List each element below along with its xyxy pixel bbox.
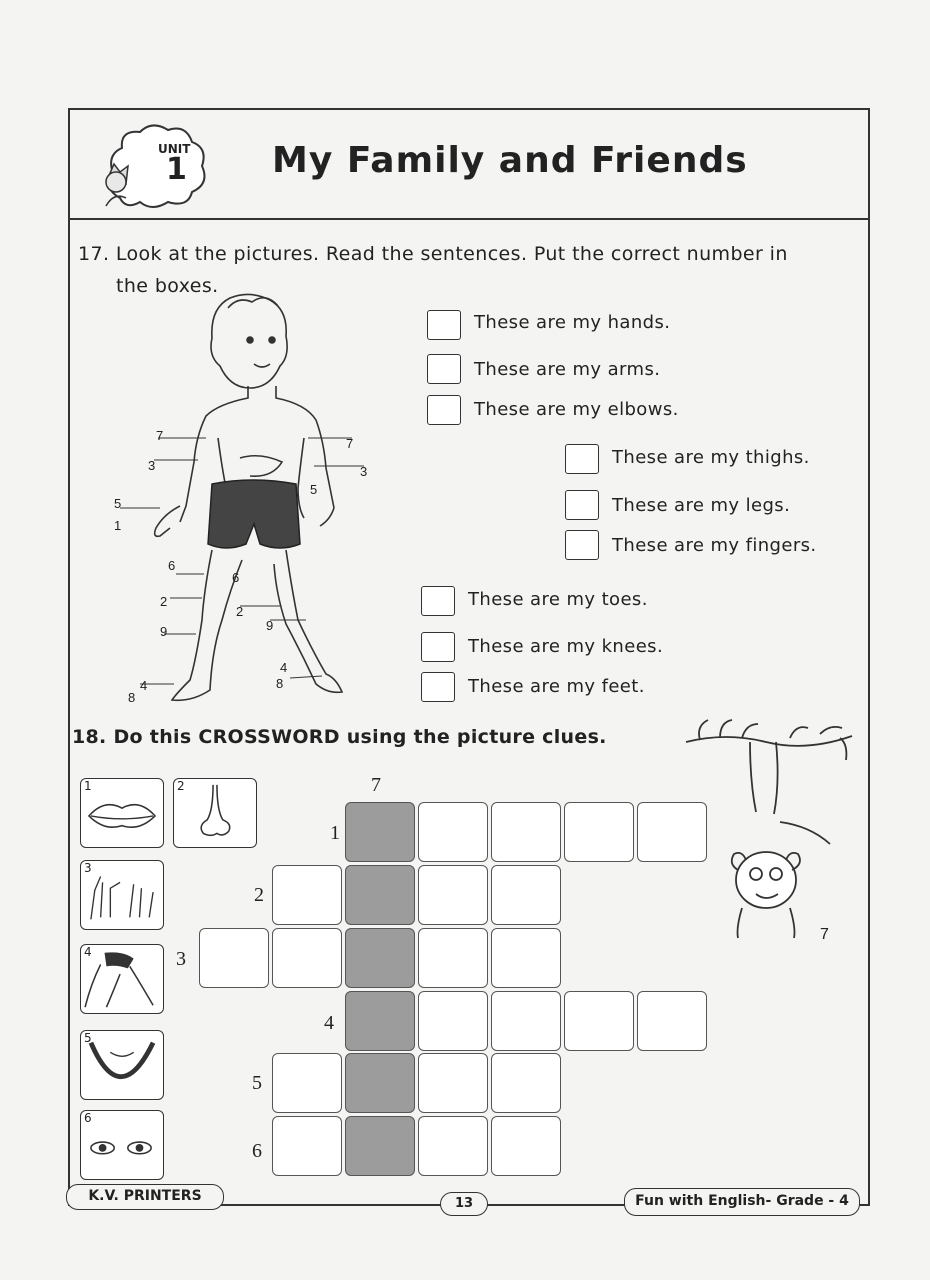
crossword-number-6: 6 <box>252 1140 262 1162</box>
crossword-cell[interactable] <box>345 928 415 988</box>
crossword-cell[interactable] <box>199 928 269 988</box>
crossword-cell[interactable] <box>345 1053 415 1113</box>
body-label: 9 <box>266 618 274 633</box>
crossword-cell[interactable] <box>345 802 415 862</box>
question-18-crossword: CROSSWORD <box>198 726 340 748</box>
crossword-cell[interactable] <box>418 865 488 925</box>
monkey-number: 7 <box>820 926 829 943</box>
question-18-prefix: 18. Do this <box>72 726 199 748</box>
footer-book-title: Fun with English- Grade - 4 <box>624 1188 860 1216</box>
clue-number: 4 <box>84 945 92 959</box>
sentence-fingers: These are my fingers. <box>612 535 817 556</box>
answer-box-thighs[interactable] <box>565 444 599 474</box>
boy-body-parts-illustration <box>90 288 390 708</box>
body-label: 7 <box>156 428 164 443</box>
crossword-cell[interactable] <box>491 991 561 1051</box>
body-label: 5 <box>114 496 122 511</box>
lips-icon <box>81 779 163 847</box>
clue-number: 1 <box>84 779 92 793</box>
question-17-line2: the boxes. <box>116 275 219 297</box>
answer-box-elbows[interactable] <box>427 395 461 425</box>
question-18-suffix: using the picture clues. <box>339 726 607 748</box>
page-title: My Family and Friends <box>272 140 748 181</box>
crossword-number-3: 3 <box>176 948 186 970</box>
answer-box-legs[interactable] <box>565 490 599 520</box>
sentence-arms: These are my arms. <box>474 359 661 380</box>
question-17-line1: 17. Look at the pictures. Read the sentences. Put the correct number in <box>78 243 788 265</box>
body-label: 6 <box>168 558 176 573</box>
clue-box-eyes <box>80 1110 164 1180</box>
clue-box-hands <box>80 860 164 930</box>
crossword-cell[interactable] <box>418 928 488 988</box>
knee-icon <box>81 945 163 1013</box>
body-label: 5 <box>310 482 318 497</box>
crossword-cell[interactable] <box>491 1053 561 1113</box>
crossword-number-1: 1 <box>330 822 340 844</box>
crossword-cell[interactable] <box>637 802 707 862</box>
question-18 <box>72 726 607 748</box>
crossword-cell[interactable] <box>491 802 561 862</box>
body-label: 1 <box>114 518 122 533</box>
crossword-cell[interactable] <box>491 928 561 988</box>
sentence-knees: These are my knees. <box>468 636 664 657</box>
clue-box-lips <box>80 778 164 848</box>
sentence-hands: These are my hands. <box>474 312 671 333</box>
body-label: 7 <box>346 436 354 451</box>
clue-box-knee <box>80 944 164 1014</box>
body-label: 3 <box>148 458 156 473</box>
crossword-cell[interactable] <box>272 928 342 988</box>
monkey-icon <box>680 712 860 952</box>
clue-number: 5 <box>84 1031 92 1045</box>
crossword-number-4: 4 <box>324 1012 334 1034</box>
body-label: 8 <box>276 676 284 691</box>
unit-number: 1 <box>166 152 187 187</box>
answer-box-toes[interactable] <box>421 586 455 616</box>
body-label: 2 <box>236 604 244 619</box>
clue-box-chin <box>80 1030 164 1100</box>
crossword-cell[interactable] <box>418 802 488 862</box>
crossword-cell[interactable] <box>564 991 634 1051</box>
chin-icon <box>81 1031 163 1099</box>
body-label: 3 <box>360 464 368 479</box>
sentence-feet: These are my feet. <box>468 676 645 697</box>
answer-box-fingers[interactable] <box>565 530 599 560</box>
crossword-cell[interactable] <box>345 991 415 1051</box>
sentence-elbows: These are my elbows. <box>474 399 679 420</box>
sentence-legs: These are my legs. <box>612 495 791 516</box>
footer-publisher: K.V. PRINTERS <box>66 1184 224 1210</box>
crossword-cell[interactable] <box>345 1116 415 1176</box>
crossword-cell[interactable] <box>272 1116 342 1176</box>
body-label: 4 <box>140 678 148 693</box>
answer-box-hands[interactable] <box>427 310 461 340</box>
footer-page-number: 13 <box>440 1192 488 1216</box>
body-label: 2 <box>160 594 168 609</box>
crossword-number-7: 7 <box>371 774 381 796</box>
clue-box-nose <box>173 778 257 848</box>
crossword-cell[interactable] <box>418 1053 488 1113</box>
crossword-number-2: 2 <box>254 884 264 906</box>
hands-icon <box>81 861 163 929</box>
sentence-toes: These are my toes. <box>468 589 648 610</box>
body-label: 6 <box>232 570 240 585</box>
crossword-cell[interactable] <box>491 865 561 925</box>
crossword-number-5: 5 <box>252 1072 262 1094</box>
clue-number: 3 <box>84 861 92 875</box>
answer-box-arms[interactable] <box>427 354 461 384</box>
sentence-thighs: These are my thighs. <box>612 447 810 468</box>
clue-number: 6 <box>84 1111 92 1125</box>
crossword-cell[interactable] <box>272 1053 342 1113</box>
clue-number: 2 <box>177 779 185 793</box>
crossword-cell[interactable] <box>637 991 707 1051</box>
crossword-cell[interactable] <box>418 991 488 1051</box>
body-label: 9 <box>160 624 168 639</box>
crossword-cell[interactable] <box>564 802 634 862</box>
answer-box-feet[interactable] <box>421 672 455 702</box>
body-label: 8 <box>128 690 136 705</box>
crossword-cell[interactable] <box>491 1116 561 1176</box>
answer-box-knees[interactable] <box>421 632 455 662</box>
crossword-cell[interactable] <box>418 1116 488 1176</box>
unit-badge-cat-icon <box>100 118 212 210</box>
eyes-icon <box>81 1111 163 1179</box>
body-label: 4 <box>280 660 288 675</box>
nose-icon <box>174 779 256 847</box>
crossword-cell[interactable] <box>345 865 415 925</box>
unit-label: UNIT <box>158 142 191 156</box>
crossword-cell[interactable] <box>272 865 342 925</box>
